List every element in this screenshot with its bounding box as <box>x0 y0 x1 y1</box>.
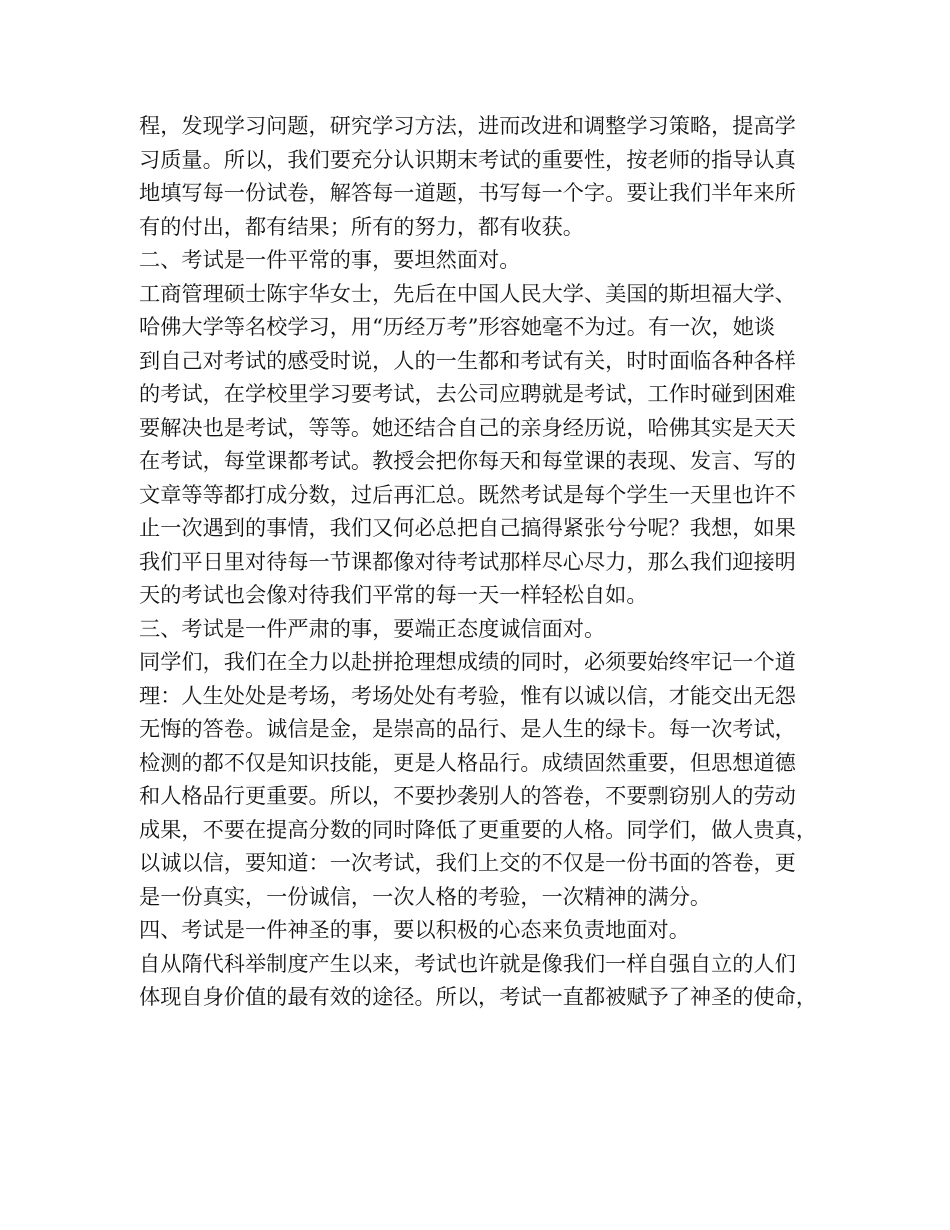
text-line: 在考试，每堂课都考试。教授会把你每天和每堂课的表现、发言、写的 <box>139 448 796 473</box>
text-line: 理：人生处处是考场，考场处处有考验，惟有以诚以信，才能交出无怨 <box>139 682 796 708</box>
section-heading: 四、考试是一件神圣的事，要以积极的心态来负责地面对。 <box>139 917 690 942</box>
text-line: 自从隋代科举制度产生以来，考试也许就是像我们一样自强自立的人们 <box>139 950 796 976</box>
text-line: 哈佛大学等名校学习，用“历经万考”形容她毫不为过。有一次，她谈 <box>139 314 776 339</box>
text-line: 程，发现学习问题，研究学习方法，进而改进和调整学习策略，提高学 <box>139 113 796 138</box>
text-line: 止一次遇到的事情，我们又何必总把自己搞得紧张兮兮呢？我想，如果 <box>139 515 796 540</box>
section-heading: 二、考试是一件平常的事，要坦然面对。 <box>139 247 521 272</box>
document-page <box>139 109 829 1014</box>
text-line: 习质量。所以，我们要充分认识期末考试的重要性，按老师的指导认真 <box>139 146 796 172</box>
text-line: 天的考试也会像对待我们平常的每一天一样轻松自如。 <box>139 582 648 607</box>
text-line: 工商管理硕士陈宇华女士，先后在中国人民大学、美国的斯坦福大学、 <box>139 280 796 306</box>
text-line: 体现自身价值的最有效的途径。所以，考试一直都被赋予了神圣的使命， <box>139 984 818 1009</box>
text-line: 同学们，我们在全力以赴拼抢理想成绩的同时，必须要始终牢记一个道 <box>139 649 796 674</box>
text-line: 是一份真实，一份诚信，一次人格的考验，一次精神的满分。 <box>139 883 712 909</box>
text-line: 我们平日里对待每一节课都像对待考试那样尽心尽力，那么我们迎接明 <box>139 548 796 574</box>
text-line: 和人格品行更重要。所以，不要抄袭别人的答卷，不要剽窃别人的劳动 <box>139 783 796 808</box>
text-line: 有的付出，都有结果；所有的努力，都有收获。 <box>139 213 584 239</box>
text-line: 地填写每一份试卷，解答每一道题，书写每一个字。要让我们半年来所 <box>139 180 796 205</box>
text-line: 到自己对考试的感受时说，人的一生都和考试有关，时时面临各种各样 <box>139 347 796 373</box>
text-line: 以诚以信，要知道：一次考试，我们上交的不仅是一份书面的答卷，更 <box>139 850 796 875</box>
text-line: 检测的都不仅是知识技能，更是人格品行。成绩固然重要，但思想道德 <box>139 749 796 775</box>
text-line: 文章等等都打成分数，过后再汇总。既然考试是每个学生一天里也许不 <box>139 481 796 507</box>
text-line: 成果，不要在提高分数的同时降低了更重要的人格。同学们，做人贵真， <box>139 816 818 842</box>
section-heading: 三、考试是一件严肃的事，要端正态度诚信面对。 <box>139 615 606 641</box>
text-line: 的考试，在学校里学习要考试，去公司应聘就是考试，工作时碰到困难 <box>139 381 796 406</box>
text-line: 无悔的答卷。诚信是金，是崇高的品行、是人生的绿卡。每一次考试， <box>139 716 796 741</box>
text-line: 要解决也是考试，等等。她还结合自己的亲身经历说，哈佛其实是天天 <box>139 414 796 440</box>
